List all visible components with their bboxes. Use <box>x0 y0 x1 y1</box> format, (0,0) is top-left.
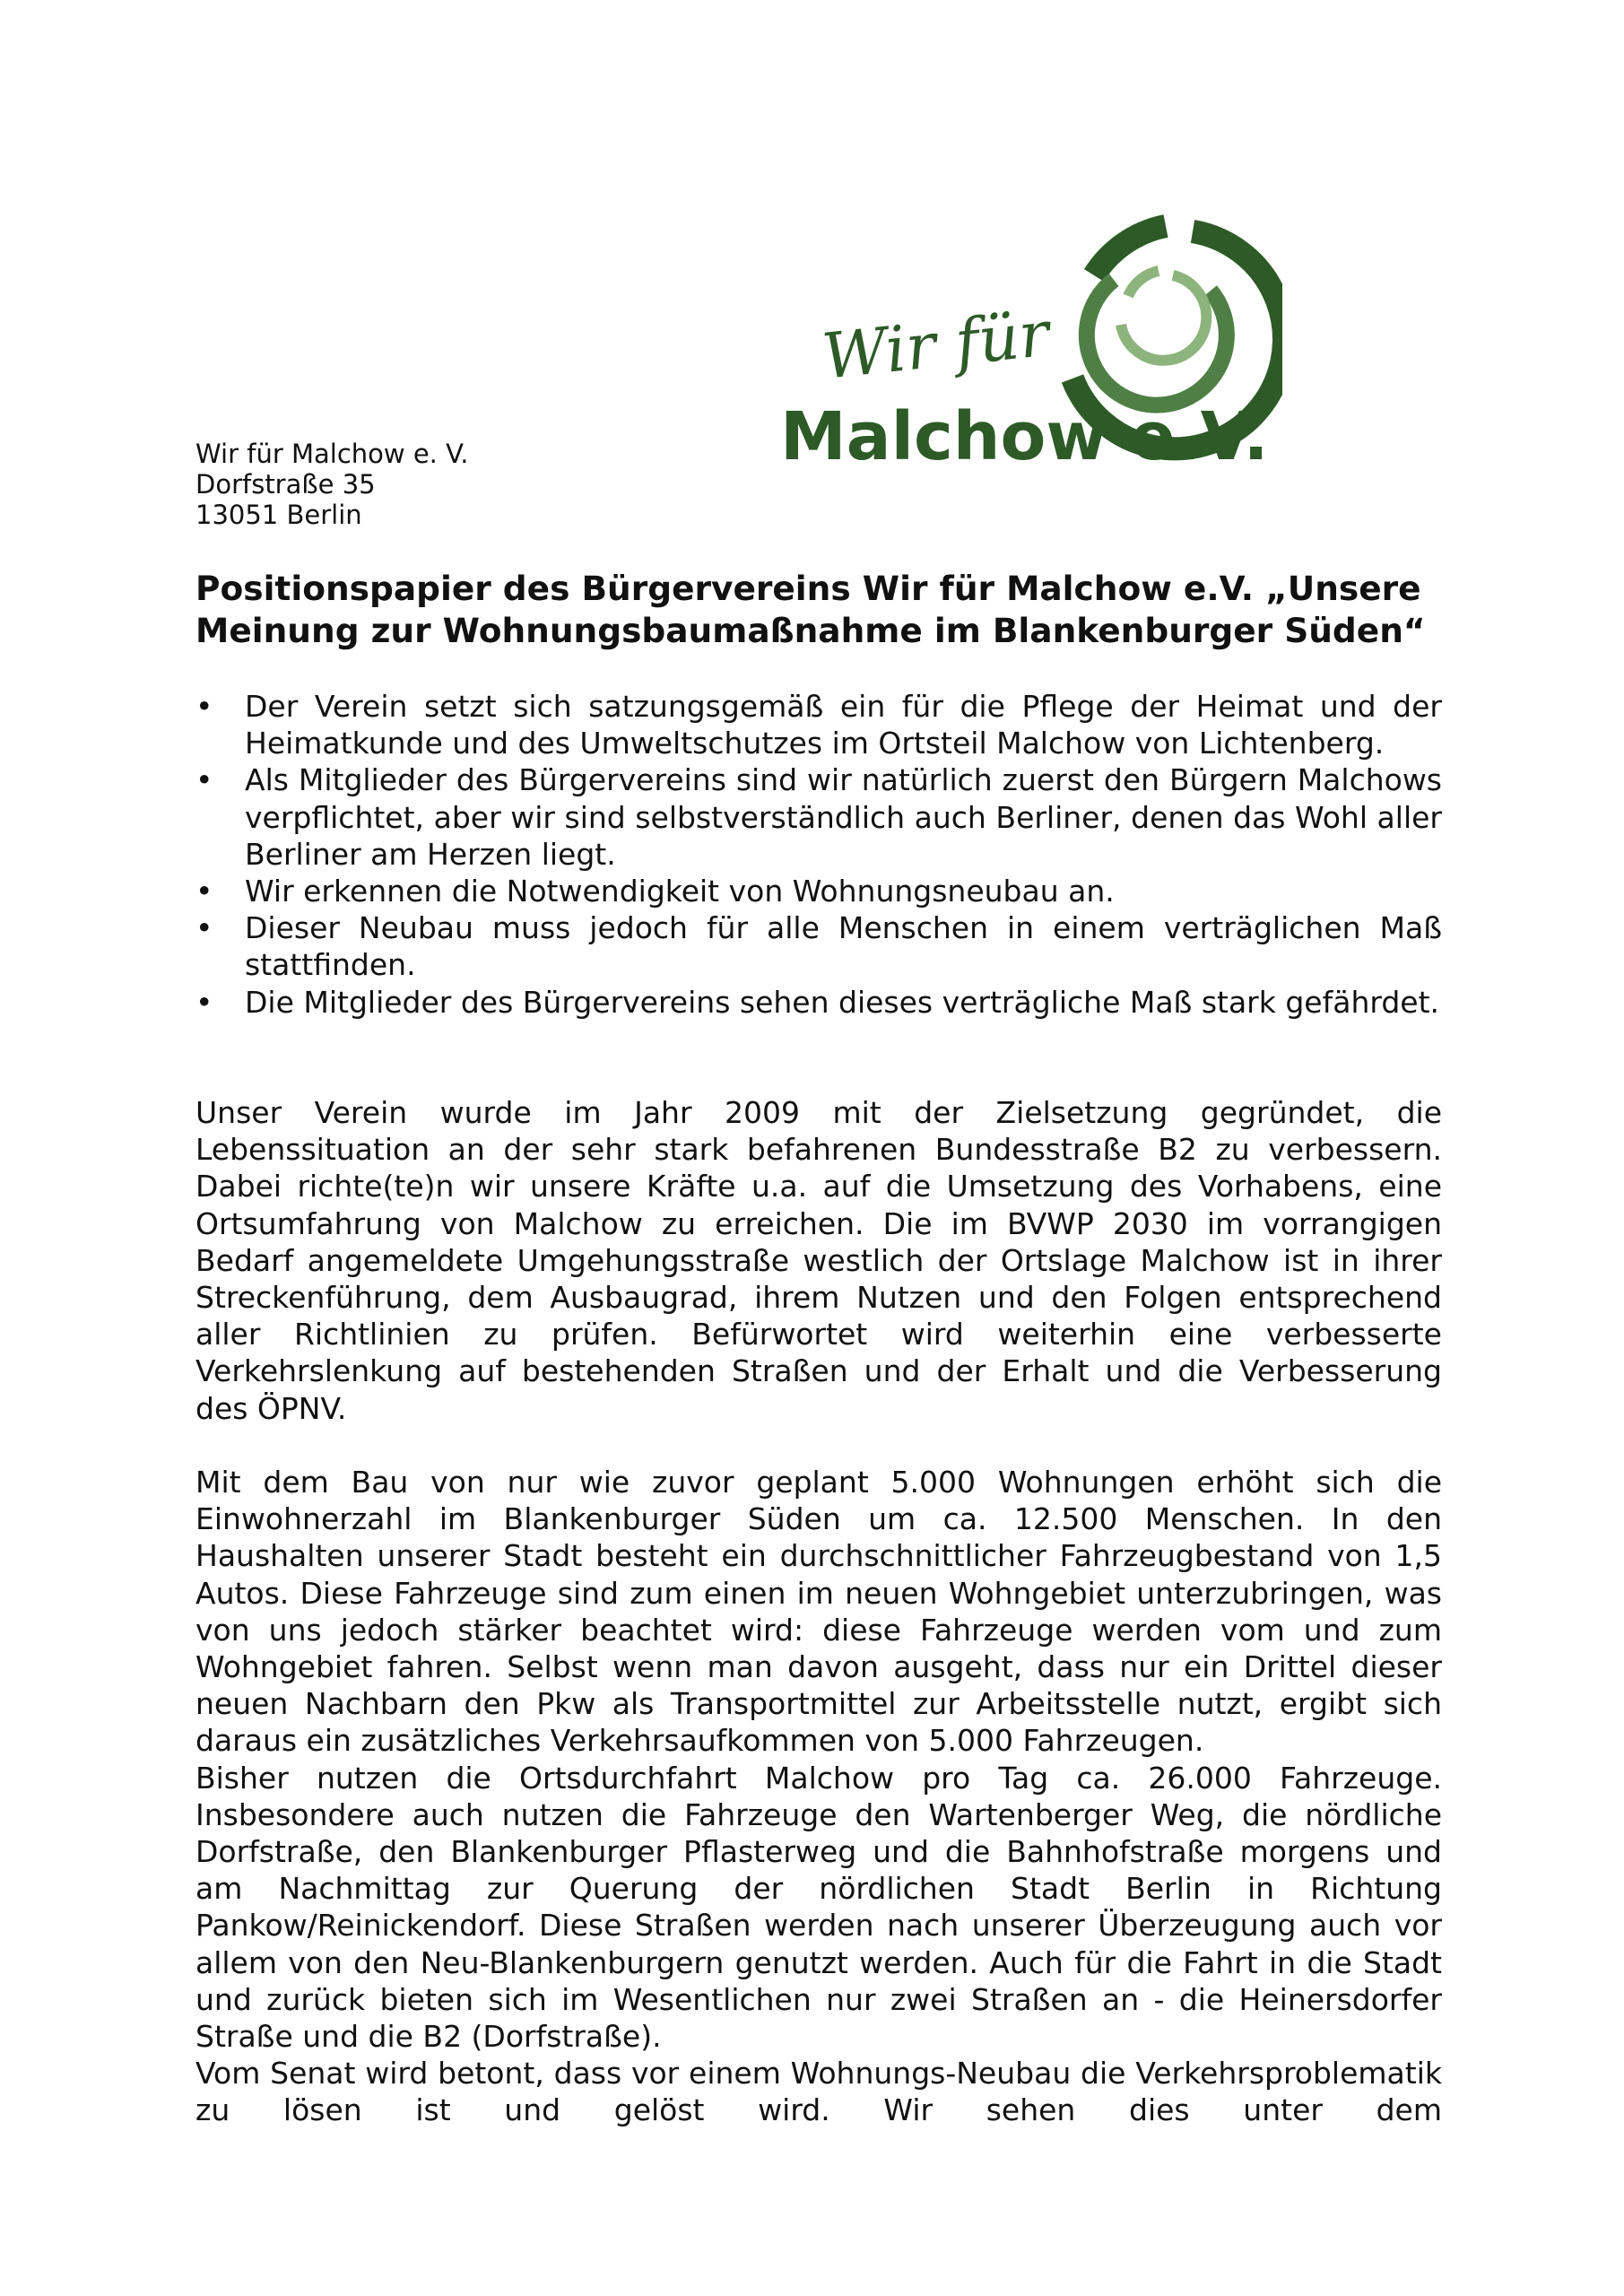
bullet-item: • Als Mitglieder des Bürgervereins sind wir natürlich zuerst den Bürgern Malchows verpflichtet, aber wir sind selbstverständlich auch Berliner, denen das Wohl aller Berliner am Herzen liegt. <box>195 761 1442 873</box>
logo-script-text: Wir für <box>819 296 1053 394</box>
title-line-2: Meinung zur Wohnungsbaumaßnahme im Blankenburger Süden“ <box>195 611 1426 650</box>
bullet-item: • Die Mitglieder des Bürgervereins sehen dieses verträgliche Maß stark gefährdet. <box>195 984 1442 1021</box>
sender-city: 13051 Berlin <box>195 500 362 530</box>
paragraph-traffic <box>195 1464 1442 2129</box>
bullet-list <box>195 688 1442 1021</box>
bullet-item: • Dieser Neubau muss jedoch für alle Menschen in einem verträglichen Maß stattfinden. <box>195 909 1442 983</box>
sender-street: Dorfstraße 35 <box>195 469 376 500</box>
document-title <box>195 568 1451 652</box>
title-line-1: Positionspapier des Bürgervereins Wir für Malchow e.V. „Unsere <box>195 569 1421 608</box>
paragraph-traffic-part-1: Mit dem Bau von nur wie zuvor geplant 5.000 Wohnungen erhöht sich die Einwohnerzahl im Blankenburger Süden um ca. 12.500 Menschen. In den Haushalten unserer Stadt besteht ein durchschnittlicher Fahrzeugbestand von 1,5 Autos. Diese Fahrzeuge sind zum einen im neuen Wohngebiet unterzubringen, was von uns jedoch stärker beachtet wird: diese Fahrzeuge werden vom und zum Wohngebiet fahren. Selbst wenn man davon ausgeht, dass nur ein Drittel dieser neuen Nachbarn den Pkw als Transportmittel zur Arbeitsstelle nutzt, ergibt sich daraus ein zusätzliches Verkehrsaufkommen von 5.000 Fahrzeugen. <box>195 1465 1442 1759</box>
sender-name: Wir für Malchow e. V. <box>195 439 469 469</box>
paragraph-history: Unser Verein wurde im Jahr 2009 mit der Zielsetzung gegründet, die Lebenssituation an der sehr stark befahrenen Bundesstraße B2 zu verbessern. Dabei richte(te)n wir unsere Kräfte u.a. auf die Umsetzung des Vorhabens, eine Ortsumfahrung von Malchow zu erreichen. Die im BVWP 2030 im vorrangigen Bedarf angemeldete Umgehungsstraße westlich der Ortslage Malchow ist in ihrer Streckenführung, dem Ausbaugrad, ihrem Nutzen und den Folgen entsprechend aller Richtlinien zu prüfen. Befürwortet wird weiterhin eine verbesserte Verkehrslenkung auf bestehenden Straßen und der Erhalt und die Verbesserung des ÖPNV. <box>195 1095 1442 1426</box>
logo-bold-text: Malchow e.V. <box>780 398 1269 475</box>
paragraph-traffic-part-3: Vom Senat wird betont, dass vor einem Wohnungs-Neubau die Verkehrsproblematik zu lösen ist und gelöst wird. Wir sehen dies unter dem <box>195 2056 1442 2128</box>
swirl-circle-logo-icon <box>771 190 1282 486</box>
sender-address <box>195 439 468 530</box>
logo <box>771 190 1282 486</box>
paragraph-traffic-part-2: Bisher nutzen die Ortsdurchfahrt Malchow pro Tag ca. 26.000 Fahrzeuge. Insbesondere auch nutzen die Fahrzeuge den Wartenberger Weg, die nördliche Dorfstraße, den Blankenburger Pflasterweg und die Bahnhofstraße morgens und am Nachmittag zur Querung der nördlichen Stadt Berlin in Richtung Pankow/Reinickendorf. Diese Straßen werden nach unserer Überzeugung auch vor allem von den Neu-Blankenburgern genutzt werden. Auch für die Fahrt in die Stadt und zurück bieten sich im Wesentlichen nur zwei Straßen an - die Heinersdorfer Straße und die B2 (Dorfstraße). <box>195 1760 1442 2055</box>
bullet-item: • Der Verein setzt sich satzungsgemäß ein für die Pflege der Heimat und der Heimatkunde und des Umweltschutzes im Ortsteil Malchow von Lichtenberg. <box>195 688 1442 761</box>
bullet-item: • Wir erkennen die Notwendigkeit von Wohnungsneubau an. <box>195 873 1442 909</box>
